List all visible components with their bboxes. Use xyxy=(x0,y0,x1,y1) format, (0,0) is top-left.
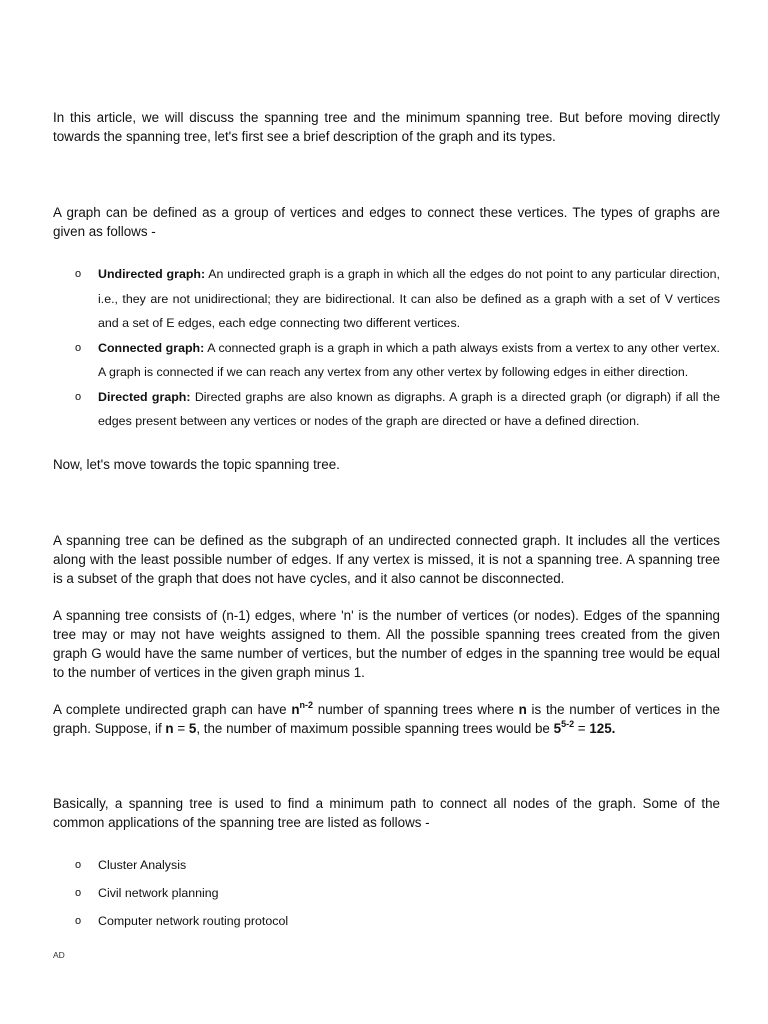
formula-base: n xyxy=(291,702,300,717)
text-fragment: = xyxy=(173,721,189,736)
application-label: Computer network routing protocol xyxy=(98,914,289,928)
variable-n: n xyxy=(518,702,527,717)
bullet-icon: o xyxy=(75,341,82,354)
applications-intro-paragraph: Basically, a spanning tree is used to find a minimum path to connect all nodes of the graph. Some of the common applications of the spanning tree are listed as follows - xyxy=(53,796,720,830)
applications-list xyxy=(53,851,720,935)
text-fragment: is the number of vertices in the graph. Suppose, if xyxy=(53,702,720,736)
transition-paragraph: Now, let's move towards the topic spanning tree. xyxy=(53,457,340,472)
value-five: 5 xyxy=(188,721,197,736)
graph-type-description: A connected graph is a graph in which a path always exists from a vertex to any other vertex. A graph is connected if we can reach any vertex from any other vertex by following edges in either direction. xyxy=(98,340,721,379)
list-item xyxy=(53,907,720,935)
result-value: 125. xyxy=(589,721,616,736)
graph-type-description: An undirected graph is a graph in which all the edges do not point to any particular direction, i.e., they are not unidirectional; they are bidirectional. It can also be defined as a graph with a set of V vertices and a set of E edges, each edge connecting two different vertices. xyxy=(98,267,720,330)
spanning-tree-definition-paragraph: A spanning tree can be defined as the subgraph of an undirected connected graph. It includes all the vertices along with the least possible number of edges. If any vertex is missed, it is not a spanning tree. A spanning tree is a subset of the graph that does not have cycles, and it also cannot be disconnected. xyxy=(53,533,720,586)
power-base: 5 xyxy=(553,721,562,736)
complete-graph-paragraph xyxy=(53,700,720,738)
intro-paragraph: In this article, we will discuss the spanning tree and the minimum spanning tree. But before moving directly towards the spanning tree, let's first see a brief description of the graph and its types. xyxy=(53,110,720,144)
graph-type-term: Directed graph: xyxy=(98,389,191,404)
power-exponent: 5-2 xyxy=(561,719,575,729)
list-item xyxy=(53,336,720,385)
list-item xyxy=(53,262,720,336)
bullet-icon: o xyxy=(75,915,82,927)
list-item xyxy=(53,385,720,434)
text-fragment: number of spanning trees where xyxy=(313,702,519,717)
text-fragment: A complete undirected graph can have xyxy=(53,702,292,717)
graph-type-term: Undirected graph: xyxy=(98,267,206,281)
ad-label: AD xyxy=(53,950,65,960)
bullet-icon: o xyxy=(75,268,82,280)
spanning-tree-edges-paragraph: A spanning tree consists of (n-1) edges, where 'n' is the number of vertices (or nodes). Edges of the spanning tree may or may not have weights assigned to them. All the possible spanning trees created from the given graph G would have the same number of vertices, but the number of edges in the spanning tree would be equal to the number of vertices in the given graph minus 1. xyxy=(53,608,720,680)
list-item xyxy=(53,851,720,879)
variable-n: n xyxy=(165,721,174,736)
bullet-icon: o xyxy=(75,887,82,899)
application-label: Cluster Analysis xyxy=(98,858,187,872)
graph-type-term: Connected graph: xyxy=(98,340,205,355)
text-fragment: , the number of maximum possible spanning trees would be xyxy=(196,721,554,736)
bullet-icon: o xyxy=(75,390,82,403)
formula-exponent: n-2 xyxy=(299,700,314,710)
graph-type-description: Directed graphs are also known as digraphs. A graph is a directed graph (or digraph) if all the edges present between any vertices or nodes of the graph are directed or have a defined direction. xyxy=(98,389,720,428)
list-item xyxy=(53,879,720,907)
graph-types-list xyxy=(53,262,720,434)
bullet-icon: o xyxy=(75,859,82,871)
application-label: Civil network planning xyxy=(98,886,219,900)
text-fragment: = xyxy=(574,721,590,736)
graph-definition-paragraph: A graph can be defined as a group of vertices and edges to connect these vertices. The types of graphs are given as follows - xyxy=(53,205,720,239)
